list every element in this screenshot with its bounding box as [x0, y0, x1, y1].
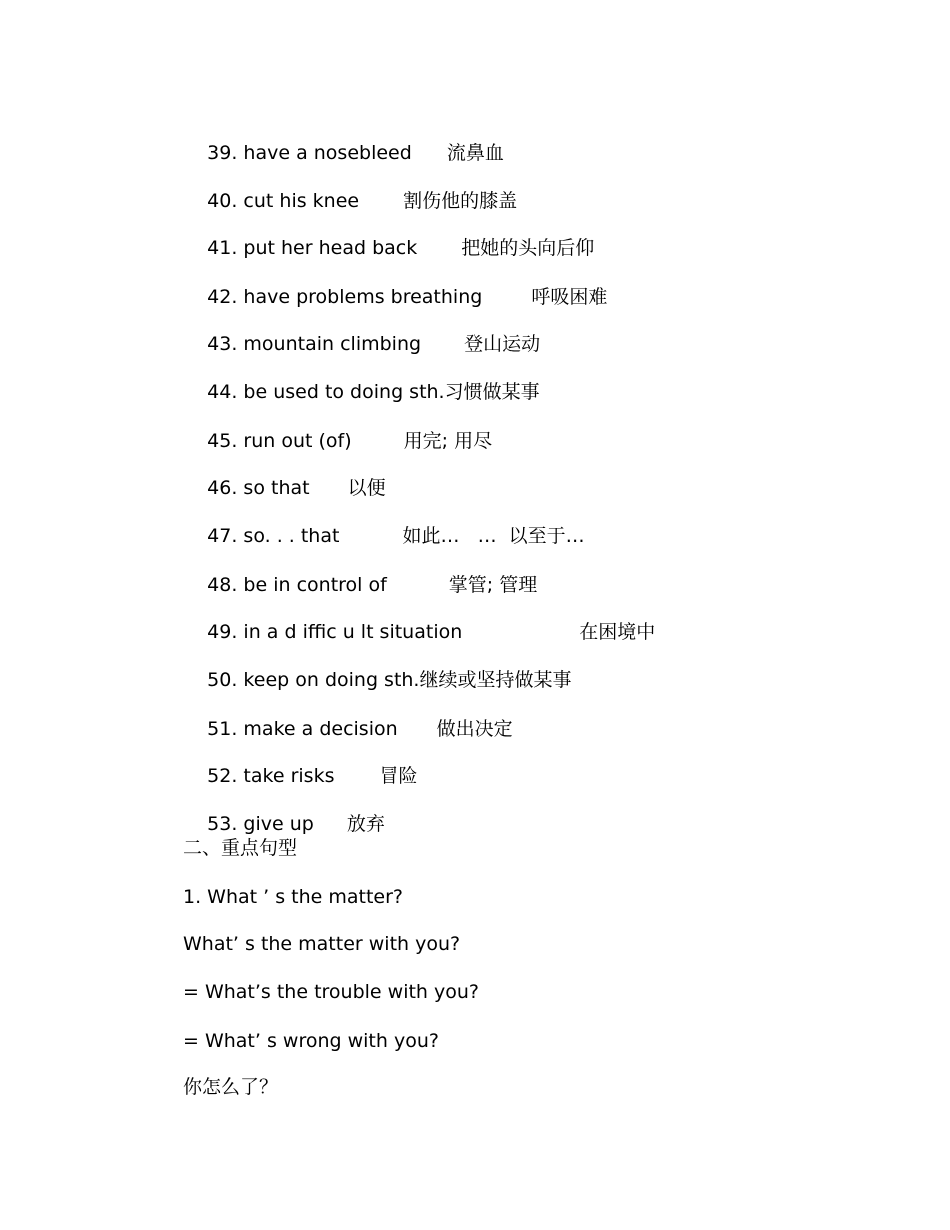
phrase-line [183, 308, 541, 355]
sentence-line: 1. What ’ s the matter? [183, 886, 404, 908]
phrase-english: 49. in a d iffic u lt situation [207, 621, 463, 643]
phrase-english: 40. cut his knee [207, 190, 360, 212]
phrase-line [183, 356, 540, 403]
phrase-english: 46. so that [207, 477, 310, 499]
phrase-english: 39. have a nosebleed [207, 142, 412, 164]
phrase-chinese: 继续或坚持做某事 [419, 669, 572, 691]
phrase-line [183, 693, 513, 740]
sentence-line: = What’s the trouble with you? [183, 981, 480, 1003]
phrase-english: 52. take risks [207, 765, 335, 787]
phrase-chinese: 割伤他的膝盖 [403, 190, 518, 212]
phrase-chinese: 呼吸困难 [531, 286, 608, 308]
phrase-english: 51. make a decision [207, 718, 398, 740]
phrase-chinese: 如此… … 以至于… [402, 525, 585, 547]
phrase-english: 42. have problems breathing [207, 286, 483, 308]
phrase-line [183, 117, 504, 164]
phrase-english: 45. run out (of) [207, 430, 352, 452]
phrase-english: 47. so. . . that [207, 525, 340, 547]
phrase-english: 48. be in control of [207, 574, 387, 596]
phrase-line [183, 261, 608, 308]
phrase-line [183, 212, 595, 259]
phrase-line [183, 452, 386, 499]
phrase-line [183, 500, 585, 547]
phrase-chinese: 冒险 [379, 765, 418, 787]
phrase-line [183, 788, 385, 835]
phrase-chinese: 用完; 用尽 [403, 430, 493, 452]
phrase-english: 53. give up [207, 813, 314, 835]
phrase-english: 50. keep on doing sth. [207, 669, 420, 691]
phrase-english: 41. put her head back [207, 237, 418, 259]
phrase-line [183, 405, 493, 452]
sentence-line: 你怎么了？ [183, 1076, 279, 1098]
phrase-line [183, 644, 572, 691]
section-heading: 二、重点句型 [183, 837, 298, 859]
phrase-chinese: 流鼻血 [446, 142, 504, 164]
phrase-chinese: 习惯做某事 [444, 381, 540, 403]
phrase-chinese: 登山运动 [464, 333, 541, 355]
sentence-line: What’ s the matter with you? [183, 933, 461, 955]
phrase-line [183, 740, 418, 787]
phrase-chinese: 以便 [347, 477, 386, 499]
sentence-line: = What’ s wrong with you? [183, 1030, 439, 1052]
phrase-chinese: 在困境中 [579, 621, 656, 643]
phrase-line [183, 596, 656, 643]
phrase-chinese: 掌管; 管理 [448, 574, 538, 596]
phrase-line [183, 165, 518, 212]
phrase-english: 43. mountain climbing [207, 333, 422, 355]
phrase-english: 44. be used to doing sth. [207, 381, 445, 403]
phrase-chinese: 做出决定 [436, 718, 513, 740]
phrase-chinese: 放弃 [346, 813, 385, 835]
phrase-chinese: 把她的头向后仰 [461, 237, 595, 259]
phrase-line [183, 549, 538, 596]
